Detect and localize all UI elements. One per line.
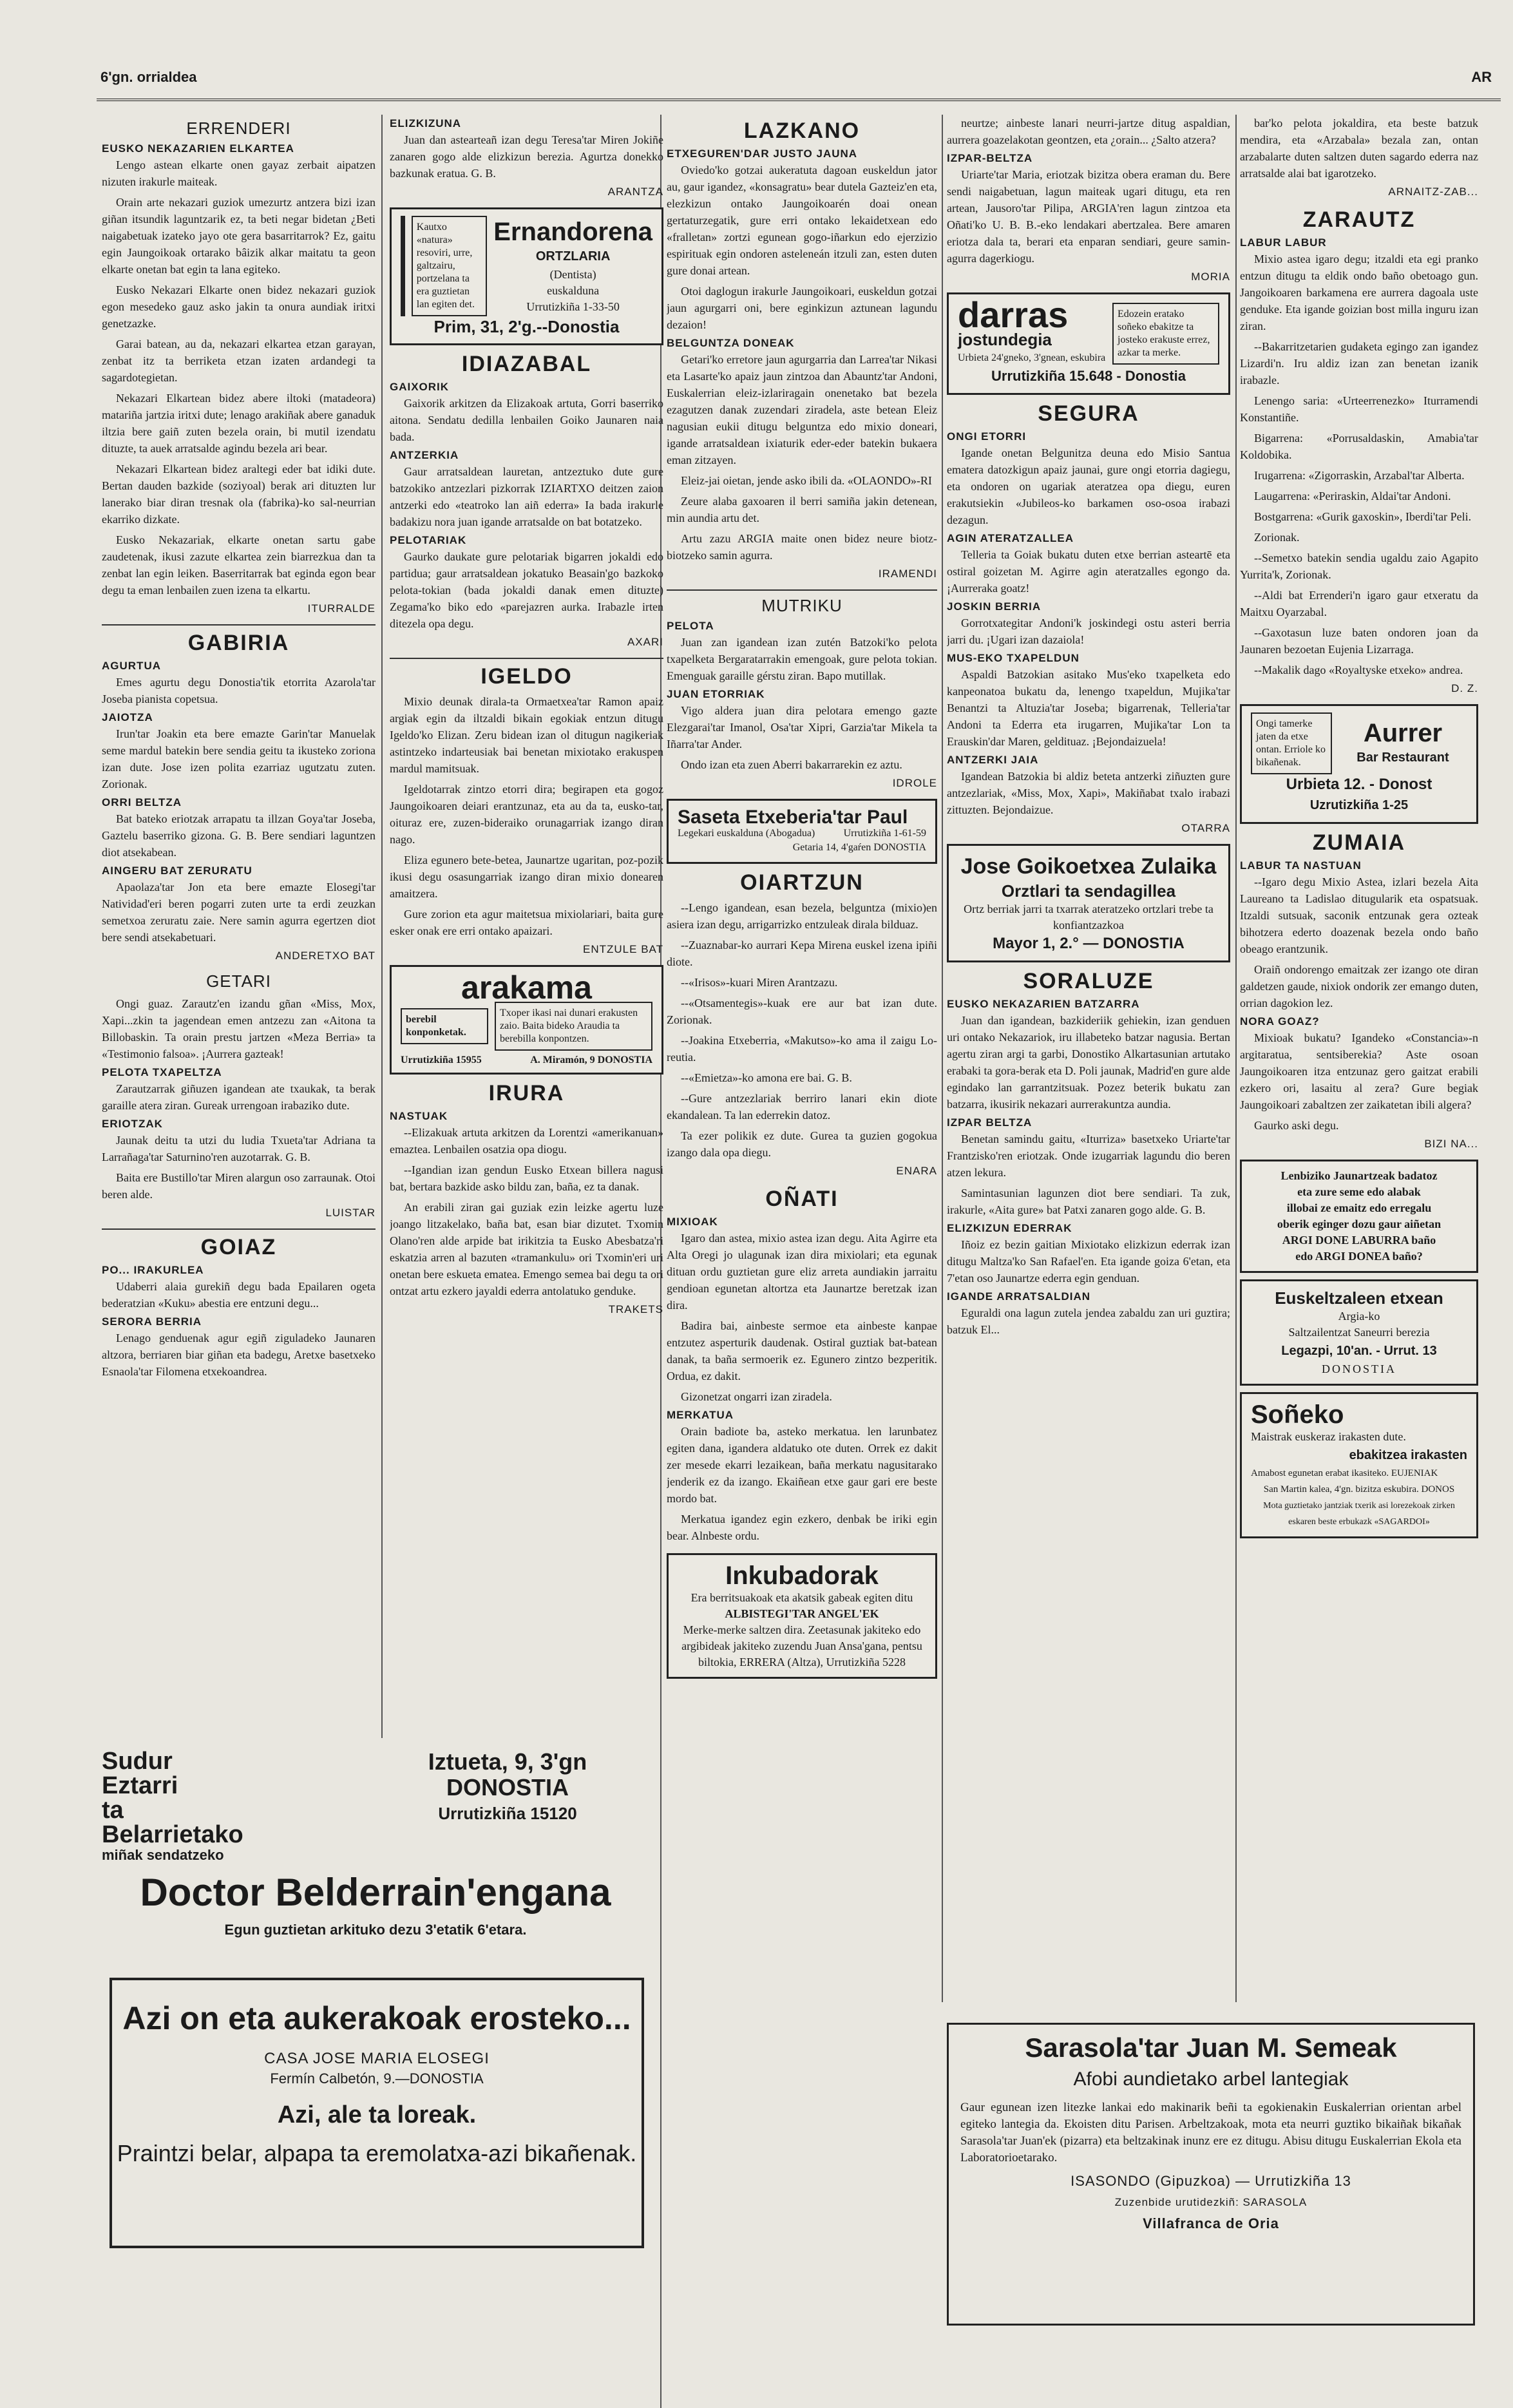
paragraph: --Makalik dago «Royaltyske etxeko» andrea. xyxy=(1254,664,1463,676)
paragraph: --«Otsamentegis»-kuak ere aur bat izan dute. Zorionak. xyxy=(667,997,937,1026)
ad-saseta xyxy=(667,799,937,864)
subheading: ANTZERKI JAIA xyxy=(947,754,1039,766)
ad-phone: Uzrutizkiña 1-25 xyxy=(1309,798,1409,812)
paragraph: Eusko Nekazariak, elkarte onetan sartu gabe zaudetenak, ikusi zazute elkartea zein biarrezkua dan ta zenbat lan egin leiken. Baserritarrak bat eginda egon bear degu ta eman lenbailen zuen izena ta elkartu. xyxy=(102,533,376,597)
paragraph: Zeure alaba gaxoaren il berri samiña jakin detenean, min aundia artu det. xyxy=(667,495,937,524)
paragraph: Oviedo'ko gotzai aukeratuta dagoan euskeldun jator au, gaur igandez, «konsagratu» bear dutela Gazteiz'en eta, elezkizun ontako Jaungoikoarén doai onean gertaturzegatik, gure erri ontako lekaidetxean edo «fralletan» zortzi egunean gogo-iñarkun edo ejerzizio espirituak egin ondoren asteleneán itzuli zan, esten duten gure donai artean. xyxy=(667,164,937,277)
paragraph: Juan dan astearteañ izan degu Teresa'tar Miren Jokiñe zanaren gogo alde elizkizun berezia. Agurtza donekko bazkunak eratua. G. B. xyxy=(390,133,663,180)
paragraph: --Igaro degu Mixio Astea, izlari bezela Aita Laureano ta Ladislao ditugularik eta ospatsuak. Itzaldi sutsuak, saconik entzunak gera ozteak bihotzera ederto doazenak bezela ondo baño obeago erantzunik. xyxy=(1240,875,1478,955)
subheading: LABUR LABUR xyxy=(1240,236,1327,249)
page-title-cut: AR xyxy=(1471,69,1492,85)
article-zumaia xyxy=(1240,830,1478,1151)
divider xyxy=(667,589,937,591)
ad-name: Euskeltzaleen etxean xyxy=(1275,1288,1443,1308)
signature: BIZI NA... xyxy=(1424,1138,1478,1150)
paragraph: Lenago genduenak agur egiñ ziguladeko Jaunaren altzora, berriaren biar giñan eta badegu, Aretxe basetxeko Esnaola'tar Filomena etxekoandrea. xyxy=(102,1332,376,1378)
paragraph: --Zuaznabar-ko aurrari Kepa Mirena euskel izena ipiñi diote. xyxy=(667,939,937,968)
article-soraluze xyxy=(947,969,1230,1338)
column-2 xyxy=(390,115,663,1738)
paragraph: Ongi guaz. Zarautz'en izandu gñan «Miss, Mox, Xapi...zkin ta jagendean emen antzezu zan «Aitona ta Billobaskin. Ta orain prestu jartzen «Meza Berria» ta «Testimonio falsoa». ¡Aurrera gazteak! xyxy=(102,997,376,1060)
paragraph: Emes agurtu degu Donostia'tik etorrita Azarola'tar Joseba pianista copetsua. xyxy=(102,676,376,705)
article-idiazabal xyxy=(390,352,663,649)
ad-name: Aurrer xyxy=(1363,719,1443,747)
paragraph: Aspaldi Batzokian asitako Mus'eko txapelketa edo kanpeonatoa bukatu da, lenengo txapeldun, Mujika'tar Benantzi ta Altuzia'tar Joseba; bigarrenak, Telleria'tar Andoni ta Ederra eta irugarren, Mujika'tar Lon ta Erauskin'dar Maren, geldituaz. ¡Bejondaizuela! xyxy=(947,668,1230,748)
ad-line: euskalduna xyxy=(547,283,600,297)
ad-main xyxy=(1338,719,1467,768)
page-header xyxy=(97,61,1501,106)
ad-logo-text: Argia-ko xyxy=(1338,1310,1380,1323)
ad-aurrera xyxy=(1240,704,1478,824)
subheading: ELIZKIZUN EDERRAK xyxy=(947,1222,1072,1234)
ad-address: Urbieta 12. - Donost xyxy=(1286,776,1432,793)
ad-row xyxy=(401,1002,652,1051)
ad-sub: ORTZLARIA xyxy=(535,249,611,263)
signature: ARANTZA xyxy=(607,186,663,198)
paragraph: Mixio deunak dirala-ta Ormaetxea'tar Ramon apaiz argiak egin da iltzaldi bikain egokiak entzun ditugu Igeldo'ko Elizan. Zeru bidean izan ol ditugun nagikeriak astintzeko indarteusiak bai benetan mixiotako erakuspen mardul mamitsuak. xyxy=(390,695,663,775)
paragraph: Igandean Batzokia bi aldiz beteta antzerki ziñuzten gure antzezlariak, «Miss, Mox, Xapi», Makiñabat txalo irabazi zittuzten. Bejondaizue. xyxy=(947,770,1230,816)
subheading: ERIOTZAK xyxy=(102,1118,163,1130)
header-rule xyxy=(97,99,1501,101)
paragraph: Telleria ta Goiak bukatu duten etxe berrian asteartē eta ostiral goizetan M. Agirre agin ateratzalles egongo da. ¡Aurreraka goatz! xyxy=(947,548,1230,595)
subheading: GAIXORIK xyxy=(390,381,450,393)
ad-line: edo ARGI DONEA baño? xyxy=(1295,1250,1423,1263)
signature: AXARI xyxy=(627,636,663,648)
ad-line: ALBISTEGI'TAR ANGEL'EK xyxy=(725,1607,879,1620)
paragraph: Merkatua igandez egin ezkero, denbak be iriki egin bear. Alnbeste ordu. xyxy=(667,1513,937,1542)
article-continued xyxy=(1240,115,1478,198)
paragraph: --«Irisos»-kuari Miren Arantzazu. xyxy=(681,976,838,989)
ad-city: DONOSTIA xyxy=(1322,1362,1396,1375)
subheading: IZPAR-BELTZA xyxy=(947,152,1033,164)
paragraph: Ta ezer polikik ez dute. Gurea ta guzien gogokua izango dala opa diegu. xyxy=(667,1129,937,1159)
ad-name: Doctor Belderrain'engana xyxy=(140,1871,611,1914)
ad-sub: ebakitzea irakasten xyxy=(1349,1448,1467,1462)
ad-manager: Zuzenbide urutidezkiñ: SARASOLA xyxy=(1114,2196,1308,2208)
subheading: NASTUAK xyxy=(390,1110,448,1122)
paragraph: neurtze; ainbeste lanari neurri-jartze ditug aspaldian, aurrera goazelakotan geontzen, eta ¿orain... ¿Salto atzera? xyxy=(947,117,1230,146)
paragraph: Gorrotxategitar Andoni'k joskindegi ostu asteri berria jarri du. ¡Ugari izan dazaiola! xyxy=(947,616,1230,646)
ad-place: Villafranca de Oria xyxy=(1143,2215,1279,2231)
subheading: ONGI ETORRI xyxy=(947,430,1027,443)
paragraph: Mixio astea igaro degu; itzaldi eta egi pranko entzun ditugu ta eldik ondo baño obetoago gun. Jangoikoaren barkamena ere aurrera dagoala uste genduke. Eta igande goizian bost milla inguru izan ziran. xyxy=(1240,253,1478,332)
ad-title: Azi on eta aukerakoak erosteko... xyxy=(122,2000,631,2036)
subheading: PELOTARIAK xyxy=(390,534,467,546)
subheading: AGIN ATERATZALLEA xyxy=(947,532,1074,544)
subheading: MERKATUA xyxy=(667,1409,734,1421)
paragraph: Eguraldi ona lagun zutela jendea zabaldu zan uri guztira; batzuk El... xyxy=(947,1306,1230,1336)
ad-darras xyxy=(947,292,1230,395)
paragraph: Gaurko daukate gure pelotariak bigarren jokaldi edo partidua; gaur arratsaldean jokatuko Beasain'go bazkoko pelota-tokian (bada jokaldi danak emen dituzte) Zegama'ko biko edo «parejazren aurka. Irabazle irten ditezela opa degu. xyxy=(390,550,663,630)
subheading: IZPAR BELTZA xyxy=(947,1116,1032,1129)
subheading: BELGUNTZA DONEAK xyxy=(667,337,795,349)
section-title: OIARTZUN xyxy=(740,870,864,895)
ad-footer: Mota guztietako jantziak txerik asi lorezekoak zirken eskaren beste erbukazk «SAGARDOI» xyxy=(1263,1501,1455,1527)
paragraph: --Lengo igandean, esan bezela, belguntza (mixio)en asiera izan degu, arrigarrizko entzuleak dirala bilduaz. xyxy=(667,901,937,931)
subheading: IGANDE ARRATSALDIAN xyxy=(947,1290,1090,1303)
paragraph: Zarautzarrak giñuzen igandean ate txaukak, ta berak garaille atera ziran. Gureak urrengoan irabaziko dute. xyxy=(102,1082,376,1112)
paragraph: Bigarrena: «Porrusaldaskin, Amabia'tar Koldobika. xyxy=(1240,432,1478,461)
ad-line: ARGI DONE LABURRA baño xyxy=(1282,1234,1436,1247)
ad-line: ta xyxy=(102,1797,124,1824)
ad-shop: CASA JOSE MARIA ELOSEGI xyxy=(264,2050,490,2067)
subheading: MUS-EKO TXAPELDUN xyxy=(947,652,1080,664)
section-title: LAZKANO xyxy=(743,119,861,143)
column-3 xyxy=(667,115,937,2408)
paragraph: Samintasunian lagunzen diot bere sendiari. Ta zuk, irakurle, «Aita gure» bat Patxi zanaren gogo alde. G. B. xyxy=(947,1187,1230,1216)
paragraph: Bostgarrena: «Gurik gaxoskin», Iberdi'tar Peli. xyxy=(1254,510,1472,523)
paragraph: Juan dan igandean, bazkideriik gehiekin, izan genduen uri ontako Nekazariok, iru illabeteko batzar nagusia. Bertan agertu ziran argi ta garbi, Donostiko Alkartasunian artutako erabaki ta gora-berak eta D. Poli jaunak, Madrid'en gure alde egindako lan garrantzitsuak. Pozez beterik bukatu zan batzarra, ikusirik nekazari aurrerakuntza aundia. xyxy=(947,1014,1230,1111)
section-title: GETARI xyxy=(206,971,271,991)
section-title: SEGURA xyxy=(1038,401,1139,426)
signature: D. Z. xyxy=(1451,682,1478,694)
paragraph: An erabili ziran gai guziak ezin leizke agertu luze joango litzakelako, baña bat, esan biar dizutet. Txomin Olano'ren alde arpide bat irikitzia ta Eusko Abesbatza'ri eskatzia arren al bazuten «tramankulu» ori Txomin'eri uri onetan bere eskueta ematea. Emengo semea bai degu ta ori ontzat artu ezkero jayaldi ederra antolatuko genduke. xyxy=(390,1201,663,1297)
paragraph: Lenengo saria: «Urteerrenezko» Iturramendi Konstantiñe. xyxy=(1240,394,1478,424)
paragraph: --«Emietza»-ko amona ere bai. G. B. xyxy=(681,1071,852,1084)
paragraph: Eliza egunero bete-betea, Jaunartze ugaritan, poz-pozik ikusi degu osasungarriak izango diran mixio donearen amaitzera. xyxy=(390,854,663,900)
divider xyxy=(102,624,376,626)
subheading: EUSKO NEKAZARIEN ELKARTEA xyxy=(102,142,294,155)
paragraph: Orain arte nekazari guziok umezurtz antzera bizi izan giñan itsundik laguntzarik ez, ta beti negar bidetan ¿Beti naigabetuak izateko jayo ote gera basarritarrok? Ez, gaitu egin Jaungoikoak ortarako bâizik alkar maitatu ta geon elkarte onetan bat egin ta lana egiteko. xyxy=(102,196,376,276)
section-title: IRURA xyxy=(488,1081,565,1105)
paragraph: Gaurko aski degu. xyxy=(1254,1119,1339,1132)
paragraph: Gizonetzat ongarri izan ziradela. xyxy=(681,1390,832,1403)
ad-address: Getaria 14, 4'gaŕen DONOSTIA xyxy=(792,842,926,853)
ad-line: Saltzailentzat Saneurri berezia xyxy=(1288,1326,1430,1339)
ad-line: miñak sendatzeko xyxy=(102,1847,224,1863)
subheading: SERORA BERRIA xyxy=(102,1315,202,1328)
ad-line: Era berritsuakoak eta akatsik gabeak egiten ditu xyxy=(690,1591,913,1604)
subheading: PO... IRAKURLEA xyxy=(102,1264,204,1276)
ad-side-text: Legekari euskalduna (Abogadua) xyxy=(678,828,815,839)
paragraph: Nekazari Elkartean bidez araltegi eder bat idiki dute. Bertan dauden bazkide (soziyoal) berak ari dituzten lur lanerako biar diran tresnak ola (fabrika)-ko sal-neurrian ekarriko dizkate. xyxy=(102,463,376,526)
column-1 xyxy=(102,115,376,1738)
paragraph: Bat bateko eriotzak arrapatu ta illzan Goya'tar Joseba, Gaztelu baserriko gizona. G. B. Bere sendiari laguntzen diot atsekabean. xyxy=(102,812,376,859)
ad-ernandorena xyxy=(390,207,663,345)
section-title: GABIRIA xyxy=(187,631,290,655)
ad-row xyxy=(958,294,1219,366)
subheading: AGURTUA xyxy=(102,660,161,672)
ad-address: Urbieta 24'gneko, 3'gnean, eskubira xyxy=(958,352,1106,363)
ad-inkubadorak xyxy=(667,1553,937,1679)
paragraph: Laugarrena: «Periraskin, Aldai'tar Andoni. xyxy=(1254,490,1451,502)
paragraph: Oraiñ ondorengo emaitzak zer izango ote diran galdetzen gaude, nixiok ondorik zer emango duten, orrian dagokion lez. xyxy=(1240,963,1478,1009)
paragraph: Benetan samindu gaitu, «Iturriza» basetxeko Uriarte'tar Frantzisko'ren eriotzak. Onde izugarriak lagundu dio beren atzen lekura. xyxy=(947,1132,1230,1179)
ad-address: Mayor 1, 2.° — DONOSTIA xyxy=(993,935,1185,952)
ad-side-text: Edozein eratako soñeko ebakitze ta josteko erakuste errez, azkar ta merke. xyxy=(1112,303,1219,365)
section-title: GOIAZ xyxy=(200,1235,277,1259)
ad-main xyxy=(958,294,1106,366)
ad-sarasola xyxy=(947,2023,1475,2326)
paragraph: Eusko Nekazari Elkarte onen bidez nekazari guziok egon mesedeko gauz asko jakin ta onura aundiak iritxi genetzazke. xyxy=(102,283,376,330)
signature: ANDERETXO BAT xyxy=(275,950,376,962)
subheading: JUAN ETORRIAK xyxy=(667,688,765,700)
ad-address: Iztueta, 9, 3'gn xyxy=(428,1748,587,1775)
signature: ARNAITZ-ZAB... xyxy=(1388,186,1478,198)
paragraph: --Elizakuak artuta arkitzen da Lorentzi «amerikanuan» emaztea. Lenbailen osatzia opa diogu. xyxy=(390,1126,663,1156)
column-divider xyxy=(1235,115,1237,2002)
article-oiartzun xyxy=(667,870,937,1178)
ad-name: darras xyxy=(958,294,1069,335)
article-zarautz xyxy=(1240,207,1478,695)
ad-address: San Martin kalea, 4'gn. bizitza eskubira. DONOS xyxy=(1263,1484,1455,1495)
paragraph: Igeldotarrak zintzo etorri dira; begirapen eta gogoz Jaungoikoaren deiari erantzunaz, eta au da ta, eusko-tar, oituraz ere, zuzen-bideraiko orunagarriak izango diran nago. xyxy=(390,783,663,846)
ad-city: DONOSTIA xyxy=(446,1774,569,1801)
ad-zulaika xyxy=(947,844,1230,962)
paragraph: Artu zazu ARGIA maite onen bidez neure biotz-biotzeko samin agurra. xyxy=(667,532,937,562)
paragraph: Igande onetan Belgunitza deuna edo Misio Santua ematera datozkigun apaiz jaunai, gure ongi etorria dagiegu, eta ondoren on ugariak ateratzea opa diegu, euren erakutsiekin «Jubileos-ko barkamen oso-osoa irabazi dezagun. xyxy=(947,446,1230,526)
paragraph: Baita ere Bustillo'tar Miren alargun oso zarraunak. Otoi beren alde. xyxy=(102,1171,376,1201)
paragraph: Irun'tar Joakin eta bere emazte Garin'tar Manuelak seme mardul batekin bere sendia geitu ta ikusteko zoriona izan dute. Jose izen polita ezarriaz ugutzatu zuten. Zorionak. xyxy=(102,727,376,790)
paragraph: Uriarte'tar Maria, eriotzak bizitza obera eraman du. Bere sendi naigabetuan, lagun maiteak ugari ditugu, eta ren artean, Jausoro'tar Pilipa, ARGIA'ren lagun zintzoa eta Oñati'ko U. B. B.-eko lendakari abertzalea. Bere amaren eriotza dala ta, berari eta enparan sendiari, geure samin-agurra dagerkiogu. xyxy=(947,168,1230,265)
paragraph: Getari'ko erretore jaun agurgarria dan Larrea'tar Nikasi eta Lasarte'ko apaiz jaun zintzoa dan Abauntz'tar Andoni, Euskalerrian eleiz-izlariragain onenetako bat bezela ezagutzen danak zuzendari ziradela, aste betean Eleiz nagusian eukii ditugu belguntza edo mixio doneari, igande arratsaldean ixiaturik eder-eder batekin bukaera eman zitzayen. xyxy=(667,353,937,466)
subheading: NORA GOAZ? xyxy=(1240,1015,1320,1027)
ad-row xyxy=(678,828,926,839)
paragraph: Gaixorik arkitzen da Elizakoak artuta, Gorri baserriko aitona. Sendatu dedilla lenbailen Goiko Jaunaren naia bada. xyxy=(390,397,663,443)
section-title: MUTRIKU xyxy=(761,596,842,615)
article-getari xyxy=(102,971,376,1219)
article-mutriku xyxy=(667,596,937,790)
paragraph: --Gaxotasun luze baten ondoren joan da Jaunaren bezoetan Eujenia Lizarraga. xyxy=(1240,626,1478,656)
ad-name: Saseta Etxeberia'tar Paul xyxy=(678,807,908,828)
article-errenderi xyxy=(102,119,376,615)
ad-line: Ortz berriak jarri ta txarrak ateratzeko ortzlari trebe ta konfiantzazkoa xyxy=(964,903,1213,932)
section-title: ZARAUTZ xyxy=(1302,207,1416,232)
paragraph: Jaunak deitu ta utzi du ludia Txueta'tar Adriana ta Larrañaga'tar Saturnino'ren auzotarrak. G. B. xyxy=(102,1134,376,1163)
signature: TRAKETS xyxy=(608,1303,663,1315)
section-title: ERRENDERI xyxy=(186,119,291,138)
article-segura xyxy=(947,401,1230,835)
ad-line: illobai ze emaitz edo erregalu xyxy=(1286,1201,1432,1214)
article-goiaz xyxy=(102,1235,376,1380)
ad-line: Eztarri xyxy=(102,1772,178,1799)
paragraph: Apaolaza'tar Jon eta bere emazte Elosegi'tar Natividad'eri beren pogarri zuten urte ta erdi zeuzkan semetxoa zeruratu zaie. Nere samin agurra egertzen diot bere sendi atsekabetuari. xyxy=(102,881,376,944)
ad-line: eta zure seme edo alabak xyxy=(1297,1185,1421,1198)
ad-row xyxy=(1251,712,1467,774)
page-number: 6'gn. orrialdea xyxy=(100,69,197,85)
section-title: ZUMAIA xyxy=(1312,830,1406,855)
ad-line: Belarrietako xyxy=(102,1821,243,1848)
paragraph: Gaur arratsaldean lauretan, antzeztuko dute gure batzokiko antzezlari pizkorrak IZIARTXO deitzen zaion antzerki edo «teatroko lan aiñ ederra» Ia bada irakurle badakizu nora juan igande arratsalde on bat botatzeko. xyxy=(390,465,663,528)
paragraph: --Gure antzezlariak berriro lanari ekin diote ekandalean. Ta lan ederrekin datoz. xyxy=(667,1092,937,1122)
subheading: ETXEGUREN'DAR JUSTO JAUNA xyxy=(667,148,858,160)
paragraph: Nekazari Elkartean bidez abere iltoki (matadeora) matariña jartzia iritxi dute; lenago arakiñak abere ganaduk iltzia bere gaiñ zuten bezela orain, bi mutil izendatu dituzte, ta auek arratsalde agindu bezela ari bear. xyxy=(102,392,376,455)
paragraph: Irugarrena: «Zigorraskin, Arzabal'tar Alberta. xyxy=(1254,469,1465,482)
ad-city: ISASONDO (Gipuzkoa) — Urrutizkiña 13 xyxy=(1071,2173,1351,2189)
subheading: PELOTA TXAPELTZA xyxy=(102,1066,222,1078)
subheading: MIXIOAK xyxy=(667,1216,718,1228)
column-divider xyxy=(942,115,943,2002)
paragraph: --Semetxo batekin sendia ugaldu zaio Agapito Yurrita'k, Zorionak. xyxy=(1240,551,1478,581)
ad-phone: Urrutizkiña 1-33-50 xyxy=(526,300,620,313)
ad-line: Merke-merke saltzen dira. Zeetasunak jakiteko edo argibideak jakiteko zuzendu Juan Ansa'gana, pentsu biltokia, ERRERA (Altza), Urrutizkiña 5228 xyxy=(681,1623,922,1668)
column-divider xyxy=(381,115,383,1738)
ad-footer xyxy=(401,1055,652,1066)
ad-side-text: Ongi tamerke jaten da etxe ontan. Erriole ko bikañenak. xyxy=(1251,712,1332,774)
article-onati xyxy=(667,1187,937,1544)
section-title: OÑATI xyxy=(765,1187,839,1211)
ad-address: Prim, 31, 2'g.--Donostia xyxy=(433,317,620,336)
paragraph: Mixioak bukatu? Igandeko «Constancia»-n argitaratua, sentsiberekia? Aste osoan Jaungoikoaren itza entzunaz gero gaitzat erabili ezkero ori, lasaitu al zera? Gure begiak Jaungoikoari zabaltzen zer zaikatetan ibili algera? xyxy=(1240,1031,1478,1111)
paragraph: Juan zan igandean izan zutén Batzoki'ko pelota txapelketa Bergaratarrakin emengoak, gure pelota tokian. Emenguak garaille gérstu ziran. Bapo mutillak. xyxy=(667,636,937,682)
ad-row xyxy=(401,216,652,316)
ad-phone: Urrutizkiña 15955 xyxy=(401,1055,482,1065)
paragraph: Eleiz-jai oietan, jende asko ibili da. «OLAONDO»-RI xyxy=(681,474,932,487)
divider xyxy=(102,1228,376,1230)
paragraph: --Bakarritzetarien gudaketa egingo zan igandez Lizardi'n. Iru aldiz izan zan benetan izanik irabazle. xyxy=(1240,340,1478,387)
ad-line: (Dentista) xyxy=(549,267,596,281)
subheading: JOSKIN BERRIA xyxy=(947,600,1042,613)
subheading: ELIZKIZUNA xyxy=(390,117,462,129)
ad-line: Amabost egunetan erabat ikasiteko. EUJENIAK xyxy=(1251,1468,1438,1478)
subheading: ANTZERKIA xyxy=(390,449,459,461)
paragraph: Vigo aldera juan dira pelotara emengo gazte Elezgarai'tar Imanol, Osa'tar Xipri, Garzia'tar Mikela ta Iñarra'tar Ander. xyxy=(667,704,937,750)
column-4 xyxy=(947,115,1230,2292)
signature: LUISTAR xyxy=(325,1207,376,1219)
ad-sub: Orztlari ta sendagillea xyxy=(1001,881,1176,901)
section-title: SORALUZE xyxy=(1023,969,1154,993)
paragraph: Orain badiote ba, asteko merkatua. len larunbatez egiten dana, igandera aldatuko ote duten. Orrek ez dakit zer mesede ekarri lezaikean, baña merkatu nagusitarako jenderik ez da izango. Ekaiñean etxe gaur gari ere beste mordo bat. xyxy=(667,1425,937,1505)
signature: MORIA xyxy=(1191,271,1230,283)
subheading: EUSKO NEKAZARIEN BATZARRA xyxy=(947,998,1140,1010)
ad-subtitle: Afobi aundietako arbel lantegiak xyxy=(1073,2069,1349,2090)
article-irura xyxy=(390,1081,663,1316)
signature: ITURRALDE xyxy=(307,602,376,615)
ad-line: Lenbiziko Jaunartzeak badatoz xyxy=(1280,1169,1438,1182)
ad-phone: Urrutizkiña 1-61-59 xyxy=(843,828,926,839)
ad-elosegi xyxy=(109,1978,644,2248)
paragraph: Igaro dan astea, mixio astea izan degu. Aita Agirre eta Alta Oregi jo ulagunak izan dira mixiolari; eta egunak dituan ordu guztietan gure eliz arreta aundiakin jarraitu gendioan egunetan altortza eta Jaunartze beretzak izan dira. xyxy=(667,1232,937,1312)
article-continued xyxy=(947,115,1230,283)
ad-address: Fermín Calbetón, 9.—DONOSTIA xyxy=(270,2070,484,2087)
ad-hours: Egun guztietan arkituko dezu 3'etatik 6'etara. xyxy=(224,1922,527,1938)
subheading: LABUR TA NASTUAN xyxy=(1240,859,1362,872)
article-elizkizuna xyxy=(390,117,663,198)
paragraph: Ondo izan eta zuen Aberri bakarrarekin ez aztu. xyxy=(681,758,902,771)
ad-arakama xyxy=(390,965,663,1075)
ad-name: Ernandorena xyxy=(493,217,652,246)
ad-sub: jostundegia xyxy=(958,330,1052,349)
paragraph: Badira bai, ainbeste sermoe eta ainbeste kanpae entzutez asperturik daudenak. Ostiral guztiak bat-batean danak, ta baña sermoerik ez. Egunero zintzo bezperitik. Ordua, ez dakit. xyxy=(667,1319,937,1382)
ad-address: A. Miramón, 9 DONOSTIA xyxy=(530,1055,652,1065)
ad-title: Sarasola'tar Juan M. Semeak xyxy=(1025,2032,1397,2063)
subheading: AINGERU BAT ZERURATU xyxy=(102,865,252,877)
ad-address: Legazpi, 10'an. - Urrut. 13 xyxy=(1281,1344,1437,1358)
ad-right-block xyxy=(372,1749,643,1826)
ad-name: Soñeko xyxy=(1251,1400,1344,1429)
ad-phone: Urrutizkiña 15120 xyxy=(438,1804,577,1823)
ad-phone: Urrutizkiña 15.648 - Donostia xyxy=(991,368,1186,384)
ad-name: arakama xyxy=(461,970,592,1006)
signature: IDROLE xyxy=(892,777,937,789)
paragraph: bar'ko pelota jokaldira, eta beste batzuk mendira, eta «Arzabala» bezala zan, ontan arzabalarte duten saltzen duten sagardo ederra naz arratsalde alai bat igarotzeko. xyxy=(1240,117,1478,180)
divider xyxy=(390,658,663,659)
ad-body: Gaur egunean izen litezke lankai edo makinarik beñi ta egokienakin Euskalerrian orientan arbel egiteko lantegia da. Ekoisten ditu Parisen. Arbeltzakoak, mota eta neurri guztiko bikaiñak bikañak Sarasola'tar Juan'ek (pizarra) eta beltzakinak inunz ere ez ditugu. Abisu ditugu Euskalerrian Ekola eta Laboratorioetarako. xyxy=(960,2101,1461,2164)
ad-name: Jose Goikoetxea Zulaika xyxy=(960,854,1217,879)
ad-argi-done xyxy=(1240,1160,1478,1273)
column-5 xyxy=(1240,115,1478,2318)
subheading: JAIOTZA xyxy=(102,711,153,723)
signature: ENARA xyxy=(896,1165,937,1177)
ad-main xyxy=(493,218,652,315)
paragraph: Otoi daglogun irakurle Jaungoikoari, euskeldun gotzai jaun agurgarri oni, bere eginkizun aztunean lagundu dezaion! xyxy=(667,285,937,331)
subheading: PELOTA xyxy=(667,620,714,632)
signature: ENTZULE BAT xyxy=(583,943,663,955)
ad-line: Sudur xyxy=(102,1748,173,1775)
section-title: IGELDO xyxy=(481,664,573,689)
signature: OTARRA xyxy=(1181,822,1230,834)
paragraph: Zorionak. xyxy=(1254,531,1300,544)
paragraph: Gure zorion eta agur maitetsua mixiolariari, baita gure esker onak ere erri ontako apaizari. xyxy=(390,908,663,937)
ad-left-block xyxy=(102,1749,243,1864)
ad-bar xyxy=(401,216,405,316)
ad-name: Inkubadorak xyxy=(725,1562,879,1590)
ad-side-text: Kautxo «natura» resoviri, urre, galtzairu, portzelana ta era guztietan lan egiten det. xyxy=(412,216,488,316)
ad-euskeltzaleen xyxy=(1240,1279,1478,1386)
article-igeldo xyxy=(390,664,663,956)
signature: IRAMENDI xyxy=(878,568,937,580)
ad-sub: Bar Restaurant xyxy=(1356,750,1449,765)
paragraph: Garai batean, au da, nekazari elkartea etzan garayan, zenbat itz ta berriketa etzan izaten ardandegi ta sagardotegietan. xyxy=(102,338,376,384)
paragraph: Lengo astean elkarte onen gayaz zerbait aipatzen nizuten irakurle maiteak. xyxy=(102,158,376,188)
ad-slogan: Azi, ale ta loreak. xyxy=(277,2101,477,2128)
paragraph: --Joakina Etxeberria, «Makutso»-ko ama il zaigu Lo-reutia. xyxy=(667,1034,937,1064)
paragraph: Iñoiz ez bezin gaitian Mixiotako elizkizun ederrak izan ditugu Maltza'ko San Rafael'en. Eta igande goiza 6'etan, eta 7'etan oso Jaunartze ederra egin genduan. xyxy=(947,1238,1230,1285)
article-lazkano xyxy=(667,119,937,580)
ad-side-text: berebil konponketak. xyxy=(401,1008,488,1044)
subheading: ORRI BELTZA xyxy=(102,796,182,808)
ad-line: Praintzi belar, alpapa ta eremolatxa-azi bikañenak. xyxy=(117,2140,637,2166)
paragraph: --Igandian izan gendun Eusko Etxean billera nagusi bat, bertara bazkide asko bildu zan, baña, ez ta danak. xyxy=(390,1163,663,1193)
section-title: IDIAZABAL xyxy=(461,352,592,376)
ad-sonekoak xyxy=(1240,1392,1478,1538)
paragraph: Udaberri alaia gurekiñ degu bada Epailaren ogeta bederatzian «Kuku» abestia ere entzuni degu... xyxy=(102,1280,376,1310)
article-gabiria xyxy=(102,631,376,962)
ad-line: oberik eginger dozu gaur aiñetan xyxy=(1277,1218,1442,1230)
ad-belderrain xyxy=(102,1749,649,1942)
paragraph: --Aldi bat Errenderi'n igaro gaur etxeratu da Maitxu Oyarzabal. xyxy=(1240,589,1478,618)
ad-side-text: Maistrak euskeraz irakasten dute. xyxy=(1251,1430,1406,1443)
ad-side-text: Txoper ikasi nai dunari erakusten zaio. Baita bideko Araudia ta berebilla konpontzen. xyxy=(495,1002,652,1051)
